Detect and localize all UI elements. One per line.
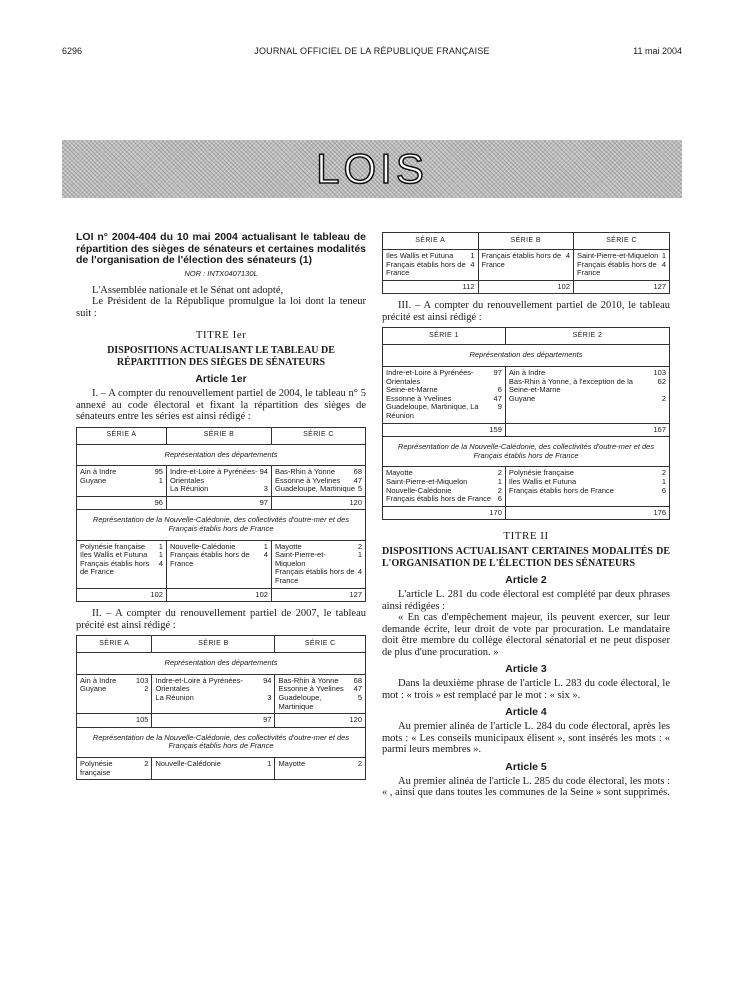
list-cell xyxy=(275,757,366,779)
entry-label: Polynésie française xyxy=(80,758,113,777)
section-row: Représentation de la Nouvelle-Calédonie, des collectivités d'outre-mer et des Français établis hors de France xyxy=(383,437,670,467)
list-cell xyxy=(574,250,670,281)
entry-label: Français établis hors de France xyxy=(508,485,614,495)
list-cell xyxy=(77,466,167,497)
entry-label: Ain à Indre xyxy=(80,675,117,685)
column-header: SÉRIE C xyxy=(271,427,365,444)
entry-seats: 6 xyxy=(497,385,502,395)
entry-label: Français établis hors de France xyxy=(274,567,355,586)
entry-label: Saint-Pierre-et-Miquelon xyxy=(577,251,659,260)
table-entry xyxy=(80,685,148,694)
section-row: Représentation de la Nouvelle-Calédonie, des collectivités d'outre-mer et des Français établis hors de France xyxy=(77,727,366,757)
table-entry xyxy=(155,760,271,769)
article-heading: Article 4 xyxy=(505,706,547,719)
entry-seats: 103 xyxy=(653,367,666,377)
titre-label: TITRE II xyxy=(503,530,549,543)
entry-label: Saint-Pierre-et-Miquelon xyxy=(386,476,468,486)
table-entry xyxy=(170,468,268,485)
section-row: Représentation de la Nouvelle-Calédonie, des collectivités d'outre-mer et des Français établis hors de France xyxy=(77,510,366,540)
entry-seats: 6 xyxy=(661,485,666,495)
list-cell xyxy=(383,250,479,281)
list-cell xyxy=(383,366,506,423)
entry-label: Nouvelle-Calédonie xyxy=(169,541,236,551)
table-entry xyxy=(278,760,362,769)
entry-label: Nouvelle-Calédonie xyxy=(386,485,452,495)
article-paragraph: Au premier alinéa de l'article L. 284 du code électoral, après les mots : « Les conseils municipaux élisent », sont insérés les mots : « parmi leurs membres ». xyxy=(382,721,670,756)
entry-label: Indre-et-Loire à Pyrénées-Orientales xyxy=(169,467,258,485)
entry-label: Polynésie française xyxy=(80,541,146,551)
entry-seats: 4 xyxy=(470,259,475,269)
article-paragraph: « En cas d'empêchement majeur, ils peuvent exercer, sur leur demande écrite, leur droit de vote par procuration. Le mandataire doit être membre du collège électoral sénatorial et ne peut disposer de plus d'une procuration. » xyxy=(382,612,670,658)
entry-label: Essonne à Yvelines xyxy=(278,684,344,694)
section-row: Représentation des départements xyxy=(77,653,366,675)
list-cell xyxy=(478,250,574,281)
article-paragraph: Dans la deuxième phrase de l'article L. 283 du code électoral, le mot : « trois » est remplacé par le mot : « six ». xyxy=(382,678,670,701)
seat-table-2004 xyxy=(76,427,366,603)
column-header: SÉRIE A xyxy=(77,636,152,653)
entry-label: Guadeloupe, Martinique xyxy=(274,484,355,494)
table-entry xyxy=(275,568,362,585)
page-header xyxy=(62,46,682,60)
entry-seats: 2 xyxy=(497,485,502,495)
entry-label: Indre-et-Loire à Pyrénées-Orientales xyxy=(155,675,243,694)
entry-seats: 47 xyxy=(353,475,362,485)
list-cell xyxy=(271,540,365,588)
entry-label: Bas-Rhin à Yonne xyxy=(278,675,339,685)
entry-label: Français établis hors de France xyxy=(386,259,466,278)
entry-seats: 1 xyxy=(263,541,268,551)
entry-seats: 103 xyxy=(135,675,149,685)
column-header: SÉRIE C xyxy=(275,636,366,653)
subtotal: 97 xyxy=(166,496,271,510)
subtotal: 120 xyxy=(275,714,366,728)
entry-seats: 1 xyxy=(661,476,666,486)
section-row: Représentation des départements xyxy=(383,345,670,367)
entry-label: Français établis hors de France xyxy=(169,550,250,568)
entry-label: Mayotte xyxy=(278,758,306,768)
entry-label: Nouvelle-Calédonie xyxy=(155,758,221,768)
list-cell xyxy=(166,540,271,588)
entry-seats: 6 xyxy=(497,494,502,504)
entry-seats: 68 xyxy=(353,467,362,477)
total: 112 xyxy=(383,280,479,294)
column-header: SÉRIE 2 xyxy=(505,328,669,345)
entry-label: Essonne à Yvelines xyxy=(386,393,452,403)
entry-label: Guadeloupe, Martinique xyxy=(278,693,322,711)
article-heading: Article 2 xyxy=(505,574,547,587)
intro-paragraph: L'Assemblée nationale et le Sénat ont adopté, xyxy=(92,284,284,296)
table-entry xyxy=(80,760,148,777)
total: 127 xyxy=(574,280,670,294)
entry-label: Français établis hors de France xyxy=(80,558,150,577)
column-header: SÉRIE B xyxy=(166,427,271,444)
subtotal: 105 xyxy=(77,714,152,728)
list-cell xyxy=(275,674,366,713)
titre-label: TITRE Ier xyxy=(195,329,247,341)
entry-label: Iles Wallis et Futuna xyxy=(386,251,454,260)
law-title: LOI n° 2004-404 du 10 mai 2004 actualisant le tableau de répartition des sièges de sénateurs et certaines modalités de l'organisation de l'élection des sénateurs (1) xyxy=(76,231,366,266)
titre-heading: DISPOSITIONS ACTUALISANT CERTAINES MODALITÉS DE L'ORGANISATION DE L'ÉLECTION DES SÉNATEURS xyxy=(382,546,670,569)
entry-label: Indre-et-Loire à Pyrénées-Orientales xyxy=(386,367,474,386)
entry-label: Guyane xyxy=(508,393,536,403)
entry-seats: 4 xyxy=(565,251,570,260)
entry-label: Guyane xyxy=(80,475,107,485)
article-paragraph: II. – A compter du renouvellement partiel de 2007, le tableau précité est ainsi rédigé : xyxy=(76,608,366,631)
column-header: SÉRIE 1 xyxy=(383,328,506,345)
entry-seats: 1 xyxy=(158,550,163,560)
intro-paragraph: Le Président de la République promulgue la loi dont la teneur suit : xyxy=(76,296,366,319)
table-entry xyxy=(155,677,271,694)
entry-seats: 4 xyxy=(263,550,268,560)
entry-seats: 68 xyxy=(353,675,362,685)
section-banner xyxy=(62,140,682,198)
entry-label: Guadeloupe, Martinique, La Réunion xyxy=(386,402,479,420)
total: 102 xyxy=(478,280,574,294)
entry-seats: 2 xyxy=(357,758,362,768)
entry-seats: 1 xyxy=(267,758,272,768)
entry-label: Français établis hors de France xyxy=(481,251,562,269)
entry-seats: 4 xyxy=(661,259,666,269)
entry-seats: 2 xyxy=(661,393,666,403)
entry-label: Bas-Rhin à Yonne xyxy=(274,467,335,477)
entry-seats: 1 xyxy=(158,475,163,485)
table-entry xyxy=(275,551,362,568)
entry-label: Ain à Indre xyxy=(508,367,546,377)
table-entry xyxy=(386,495,502,504)
list-cell xyxy=(77,674,152,713)
list-cell xyxy=(271,466,365,497)
entry-seats: 1 xyxy=(661,251,666,260)
table-entry xyxy=(509,378,666,395)
entry-seats: 9 xyxy=(497,402,502,412)
entry-seats: 4 xyxy=(158,558,163,568)
article-heading: Article 5 xyxy=(505,760,547,773)
entry-label: Guyane xyxy=(80,684,107,694)
entry-seats: 5 xyxy=(357,484,362,494)
table-entry xyxy=(386,261,475,278)
table-entry xyxy=(275,485,362,494)
column-header: SÉRIE A xyxy=(77,427,167,444)
entry-label: Saint-Pierre-et-Miquelon xyxy=(274,550,326,568)
entry-label: Bas-Rhin à Yonne, à l'exception de la Seine-et-Marne xyxy=(508,376,633,395)
right-column xyxy=(382,232,670,799)
subtotal: 159 xyxy=(383,423,506,437)
entry-seats: 2 xyxy=(144,758,149,768)
entry-seats: 2 xyxy=(497,468,502,478)
subtotal: 96 xyxy=(77,496,167,510)
entry-seats: 1 xyxy=(470,251,475,260)
total: 127 xyxy=(271,588,365,602)
entry-label: Mayotte xyxy=(274,541,302,551)
entry-seats: 2 xyxy=(661,468,666,478)
table-entry xyxy=(577,261,666,278)
column-header: SÉRIE B xyxy=(152,636,275,653)
table-entry xyxy=(155,694,271,703)
table-entry xyxy=(386,369,502,386)
entry-seats: 2 xyxy=(144,684,149,694)
entry-seats: 62 xyxy=(657,376,666,386)
page-number: 6296 xyxy=(62,46,83,56)
table-entry xyxy=(509,395,666,404)
column-header: SÉRIE B xyxy=(478,233,574,250)
list-cell xyxy=(505,467,669,506)
article-paragraph: L'article L. 281 du code électoral est complété par deux phrases ainsi rédigées : xyxy=(382,589,670,612)
entry-seats: 94 xyxy=(263,675,272,685)
entry-seats: 3 xyxy=(263,484,268,494)
article-paragraph: III. – A compter du renouvellement partiel de 2010, le tableau précité est ainsi rédigé : xyxy=(382,300,670,323)
list-cell xyxy=(77,757,152,779)
journal-title: JOURNAL OFFICIEL DE LA RÉPUBLIQUE FRANÇAISE xyxy=(254,46,490,56)
table-entry xyxy=(482,252,571,269)
table-entry xyxy=(509,487,666,496)
article-heading: Article 3 xyxy=(505,663,547,676)
article-paragraph: Au premier alinéa de l'article L. 285 du code électoral, les mots : « , ainsi que dans toutes les communes de la Seine » sont supprimés. xyxy=(382,775,670,799)
entry-label: Français établis hors de France xyxy=(386,494,492,504)
entry-label: Essonne à Yvelines xyxy=(274,475,341,485)
entry-label: Polynésie française xyxy=(508,468,574,478)
list-cell xyxy=(505,366,669,423)
table-entry xyxy=(386,403,502,420)
entry-seats: 95 xyxy=(154,467,163,477)
table-entry xyxy=(80,477,163,486)
entry-label: Iles Wallis et Futuna xyxy=(508,476,577,486)
left-column xyxy=(76,232,366,786)
list-cell xyxy=(166,466,271,497)
banner-label: LOIS xyxy=(316,145,428,192)
section-row: Représentation des départements xyxy=(77,444,366,466)
entry-seats: 94 xyxy=(259,467,268,477)
table-entry xyxy=(170,551,268,568)
entry-seats: 3 xyxy=(267,693,272,702)
entry-seats: 47 xyxy=(353,684,362,694)
entry-label: Iles Wallis et Futuna xyxy=(80,550,148,560)
table-entry xyxy=(278,694,362,711)
entry-label: La Réunion xyxy=(169,484,209,494)
entry-seats: 4 xyxy=(357,567,362,577)
nor-reference: NOR : INTX0407130L xyxy=(184,268,258,278)
list-cell xyxy=(383,467,506,506)
subtotal: 120 xyxy=(271,496,365,510)
list-cell xyxy=(152,674,275,713)
entry-seats: 1 xyxy=(158,541,163,551)
entry-seats: 5 xyxy=(357,693,362,702)
entry-label: Français établis hors de France xyxy=(577,259,657,278)
entry-seats: 47 xyxy=(493,393,502,403)
entry-label: Mayotte xyxy=(386,468,413,478)
seat-table-2007-continued xyxy=(382,232,670,294)
titre-heading: DISPOSITIONS ACTUALISANT LE TABLEAU DE RÉPARTITION DES SIÈGES DE SÉNATEURS xyxy=(107,345,335,368)
total: 176 xyxy=(505,506,669,520)
seat-table-2010 xyxy=(382,327,670,520)
entry-seats: 2 xyxy=(357,541,362,551)
list-cell xyxy=(152,757,275,779)
column-header: SÉRIE C xyxy=(574,233,670,250)
entry-label: La Réunion xyxy=(155,693,194,702)
table-entry xyxy=(170,485,268,494)
list-cell xyxy=(77,540,167,588)
entry-label: Ain à Indre xyxy=(80,467,117,477)
column-header: SÉRIE A xyxy=(383,233,479,250)
issue-date: 11 mai 2004 xyxy=(633,46,682,56)
entry-seats: 97 xyxy=(493,367,502,377)
subtotal: 167 xyxy=(505,423,669,437)
total: 102 xyxy=(166,588,271,602)
subtotal: 97 xyxy=(152,714,275,728)
article-paragraph: I. – A compter du renouvellement partiel de 2004, le tableau n° 5 annexé au code électoral et fixant la répartition des sièges de sénateurs entre les séries est ainsi rédigé : xyxy=(76,388,366,422)
total: 102 xyxy=(77,588,167,602)
total: 170 xyxy=(383,506,506,520)
article-heading: Article 1er xyxy=(195,373,247,385)
entry-label: Seine-et-Marne xyxy=(386,385,438,395)
seat-table-2007 xyxy=(76,635,366,780)
table-entry xyxy=(80,560,163,577)
entry-seats: 1 xyxy=(497,476,502,486)
entry-seats: 1 xyxy=(357,550,362,560)
